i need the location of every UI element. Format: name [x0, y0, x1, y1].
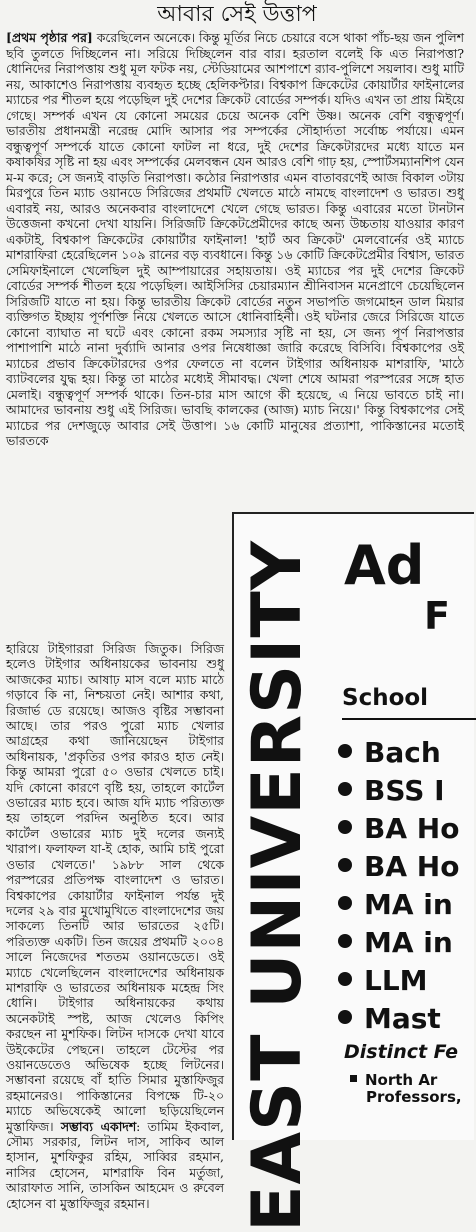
ad-program-item: MA in	[338, 888, 453, 922]
ad-title: Ad	[344, 534, 425, 597]
ad-program-item: Bach	[338, 736, 441, 770]
article-body-column	[6, 641, 224, 1211]
ad-program-item: BA Ho	[338, 812, 459, 846]
probable-eleven-label: সম্ভাব্য একাদশ	[60, 1118, 137, 1134]
advertisement	[232, 512, 474, 1232]
article-body-top-text: করেছিলেন অনেকে। কিন্তু মূর্তির নিচে চেয়ারে বসে থাকা পাঁচ-ছয় জন পুলিশ ছবি তুলতে দিচ্ছিলেন না। সরিয়ে দিচ্ছিলেন বার বার। হরতাল বলেই কি এত নিরাপত্তা? ধোনিদের নিরাপত্তায় শুধু মূল ফটক নয়, স্টেডিয়ামের আশপাশে র‍্যাব-পুলিশে সয়লাব। শুধু মাটি নয়, আকাশেও নিরাপত্তায় ব্যবহৃত হচ্ছে হেলিকপ্টার। বিশ্বকাপ ক্রিকেটের কোয়ার্টার ফাইনালের ম্যাচের পর শীতল হয়ে পড়েছিল দুই দেশের ক্রিকেট বোর্ডের সম্পর্ক। যদিও এখন তা প্রায় মিইয়ে গেছে। সম্পর্ক এখন যে কোনো সময়ের চেয়ে অনেক বেশি উষ্ণ। অনেক বেশি বন্ধুত্বপূর্ণ। ভারতীয় প্রধানমন্ত্রী নরেন্দ্র মোদি আসার পর সম্পর্কের সৌহার্দ্যতা সর্বোচ্চ পর্যায়ে। এমন বন্ধুত্বপূর্ণ সম্পর্কে যাতে কোনো ফাটল না ধরে, দুই দেশের ক্রিকেটারদের মধ্যে যাতে মন কষাকষির সৃষ্টি না হয় এবং সম্পর্কের মেলবন্ধন যেন আরও বেশি গাঢ় হয়, স্পোর্টসম্যানশিপ যেন ম-ম করে; সে জন্যই বাড়তি নিরাপত্তা। কঠোর নিরাপত্তার এমন বাতাবরণেই আজ বিকাল ৩টায় মিরপুরে তিন ম্যাচ ওয়ানডে সিরিজের প্রথমটি খেলতে মাঠে নামছে বাংলাদেশ ও ভারত। শুধু এবারই নয়, আরও অনেকবার বাংলাদেশে খেলে গেছে ভারত। কিন্তু এবারের মতো টানটান উত্তেজনা কখনো দেখা যায়নি। সিরিজটি ক্রিকেটপ্রেমীদের কাছে অন্য উচ্চতায় যাওয়ার কারণ একটাই, বিশ্বকাপ ক্রিকেটের কোয়ার্টার ফাইনাল! 'হার্ট অব ক্রিকেট' মেলবোর্নের ওই ম্যাচে মাশরাফিরা হেরেছিলেন ১০৯ রানের বড় ব্যবধানে। কিন্তু ১৬ কোটি ক্রিকেটপ্রেমীর বিশ্বাস, ভারত সেমিফাইনালে খেলেছিল দুই আম্পায়ারের সহায়তায়। ওই ম্যাচের পর দুই দেশের ক্রিকেট বোর্ডের সম্পর্ক শীতল হয়ে পড়েছিল। আইসিসির চেয়ারম্যান শ্রীনিবাসন মনেপ্রাণে চেয়েছিলেন সিরিজটি যাতে না হয়। কিন্তু ভারতীয় ক্রিকেট বোর্ডের নতুন সভাপতি জগমোহন ডাল মিয়ার ব্যক্তিগত ইচ্ছায় পূর্ণশক্তি নিয়ে খেলতে আসে ধোনিবাহিনী। ওই ঘটনার জেরে সিরিজে যাতে কোনো ব্যাঘাত না ঘটে এবং কোনো রকম সমস্যার সৃষ্টি না হয়, সে জন্য পূর্ণ নিরাপত্তার পাশাপাশি মাঠে নানা দুর্ব্যাদি আনার ওপর নিষেধাজ্ঞা জারি করেছে বিসিবি। বিশ্বকাপের ওই ম্যাচের প্রভাব ক্রিকেটারদের ওপর ফেলতে না বলেন টাইগার অধিনায়ক মাশরাফি, 'মাঠে ব্যাটবলের যুদ্ধ হয়। কিন্তু তা মাঠের মধ্যেই সীমাবদ্ধ। খেলা শেষে আমরা পরস্পরের সঙ্গে হাত মেলাই। বন্ধুত্বপূর্ণ সম্পর্ক থাকে। তিন-চার মাস আগে কী হয়েছে, এ নিয়ে ভাবতে চাই না। আমাদের ভাবনায় শুধু এই সিরিজ। ভাবছি কালকের (আজ) ম্যাচ নিয়ে।' কিন্তু বিশ্বকাপের সেই ম্যাচের পর দেশজুড়ে আবার সেই উত্তাপ। ১৬ কোটি মানুষের প্রত্যাশা, পাকিস্তানের মতোই ভারতকে	[6, 30, 464, 448]
square-bullet-icon	[350, 1075, 357, 1082]
bullet-icon	[338, 934, 352, 948]
ad-university-name: EAST UNIVERSITY	[238, 540, 317, 1232]
ad-program-item: BSS I	[338, 774, 445, 808]
ad-program-item: Mast	[338, 1002, 441, 1036]
bullet-icon	[338, 744, 352, 758]
bullet-icon	[338, 896, 352, 910]
continued-from-label: [প্রথম পৃষ্ঠার পর]	[6, 30, 93, 45]
ad-divider	[342, 718, 476, 720]
bullet-icon	[338, 782, 352, 796]
article-body-column-text: হারিয়ে টাইগাররা সিরিজ জিতুক। সিরিজ হলেও টাইগার অধিনায়কের ভাবনায় শুধু আজকের ম্যাচ। আষাঢ় মাস বলে ম্যাচ মাঠে গড়াবে কি না, নিশ্চয়তা নেই। আশার কথা, রিজার্ভ ডে রয়েছে। আজও বৃষ্টির সম্ভাবনা আছে। তার পরও পুরো ম্যাচ খেলার আগ্রহের কথা জানিয়েছেন টাইগার অধিনায়ক, 'প্রকৃতির ওপর কারও হাত নেই। কিন্তু আমরা পুরো ৫০ ওভার খেলতে চাই। যদি কোনো কারণে বৃষ্টি হয়, তাহলে কার্টেল ওভারের ম্যাচ হবে। আজ যদি ম্যাচ পরিত্যক্ত হয় তাহলে পরদিন অনুষ্ঠিত হবে। আর কার্টেল ওভারের ম্যাচ দুই দলের জন্যই খারাপ। ফলাফল যা-ই হোক, আমি চাই পুরো ওভার খেলতে।' ১৯৮৮ সাল থেকে পরস্পরের প্রতিপক্ষ বাংলাদেশ ও ভারত। বিশ্বকাপের কোয়ার্টার ফাইনাল পর্যন্ত দুই দলের ২৯ বার মুখোমুখিতে বাংলাদেশের জয় সাকল্যে তিনটি আর ভারতের ২৫টি। পরিত্যক্ত একটি। তিন জয়ের প্রথমটি ২০০৪ সালে নিজেদের শততম ওয়ানডেতে। ওই ম্যাচে খেলেছিলেন বাংলাদেশের অধিনায়ক মাশরাফি ও ভারতের অধিনায়ক মহেন্দ্র সিং ধোনি। টাইগার অধিনায়কের কথায় অনেকটাই স্পষ্ট, আজ খেলেও কিপিং করছেন না মুশফিক। লিটন দাসকে দেখা যাবে উইকেটের পেছনে। তাহলে টেস্টের পর ওয়ানডেতেও অভিষেক হচ্ছে লিটনের। সম্ভাবনা রয়েছে বাঁ হাতি সিমার মুস্তাফিজুর রহমানেরও। পাকিস্তানের বিপক্ষে টি-২০ ম্যাচে অভিষেকেই আলো ছড়িয়েছিলেন মুস্তাফিজ।	[6, 641, 224, 1134]
bullet-icon	[338, 972, 352, 986]
ad-subtitle: F	[424, 594, 450, 638]
ad-feature-continuation: Professors,	[366, 1088, 462, 1106]
ad-distinct-features-heading: Distinct Fe	[344, 1041, 459, 1063]
ad-program-item: BA Ho	[338, 850, 459, 884]
article-headline: আবার সেই উত্তাপ	[157, 2, 317, 27]
probable-eleven-players: : তামিম ইকবাল, সৌম্য সরকার, লিটন দাস, সাকিব আল হাসান, মুশফিকুর রহিম, সাব্বির রহমান, নাসির হোসেন, মাশরাফি বিন মর্তুজা, আরাফাত সানি, তাসকিন আহমেদ ও রুবেল হোসেন বা মুস্তাফিজুর রহমান।	[6, 1118, 224, 1211]
ad-program-item: LLM	[338, 964, 428, 998]
bullet-icon	[338, 858, 352, 872]
ad-feature-item: North Ar	[350, 1072, 437, 1089]
bullet-icon	[338, 820, 352, 834]
ad-school-heading: School	[342, 685, 429, 711]
ad-program-item: MA in	[338, 926, 453, 960]
ad-vertical-banner	[238, 540, 317, 1232]
bullet-icon	[338, 1010, 352, 1024]
